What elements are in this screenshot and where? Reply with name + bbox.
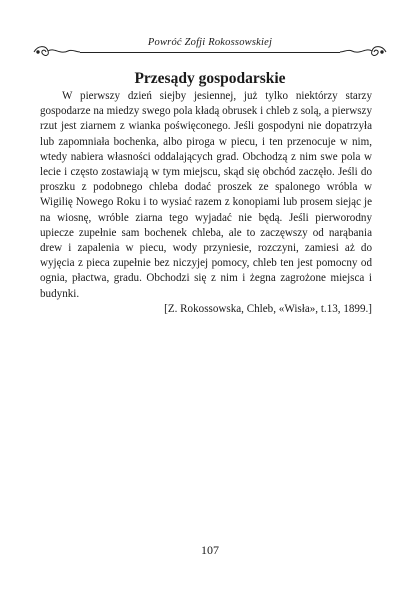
citation: [Z. Rokossowska, Chleb, «Wisła», t.13, 1899.] — [164, 302, 372, 315]
page-title: Przesądy gospodarskie — [134, 70, 286, 87]
running-header — [32, 37, 388, 59]
running-title: Powróć Zofji Rokossowskiej — [147, 37, 273, 48]
paragraph: W pierwszy dzień siejby jesiennej, już tylko niektórzy starzy gospodarze na miedzy swego pola kładą obrusek i chleb z solą, a pierwszy rzut jest ziarnem z wianka poświęconego. Jeśli gospodyni nie dopatrzyła lub zapomniała bochenka, albo piroga w piecu, i ten przenocuje w nim, wtedy nabiera własności oddalających grad. Obchodzą z nim swe pola w lecie i często zostawiają w tym miejscu, skąd się obchód zaczęło. Jeśli do proszku z podobnego chleba dodać proszek ze spalonego wróbla w Wigilię Nowego Roku i to wysiać razem z konopiami lub prosem siejąc je na wiosnę, wróble ziarna tego wyjadać nie będą. Jeśli pierworodny upiecze zupełnie sam bochenek chleba, ale to zaczęwszy od narąbania drew i zapalenia w piecu, wody przyniesie, rozczyni, zamiesi aż do wyjęcia z pieca zupełnie bez niczyjej pomocy, chleb ten jest pomocny od ognia, płactwa, gradu. Obchodzi się z nim i żegna zagrożone miejsca i budynki. — [40, 90, 372, 300]
body-text — [40, 89, 372, 317]
page-number: 107 — [201, 543, 219, 557]
